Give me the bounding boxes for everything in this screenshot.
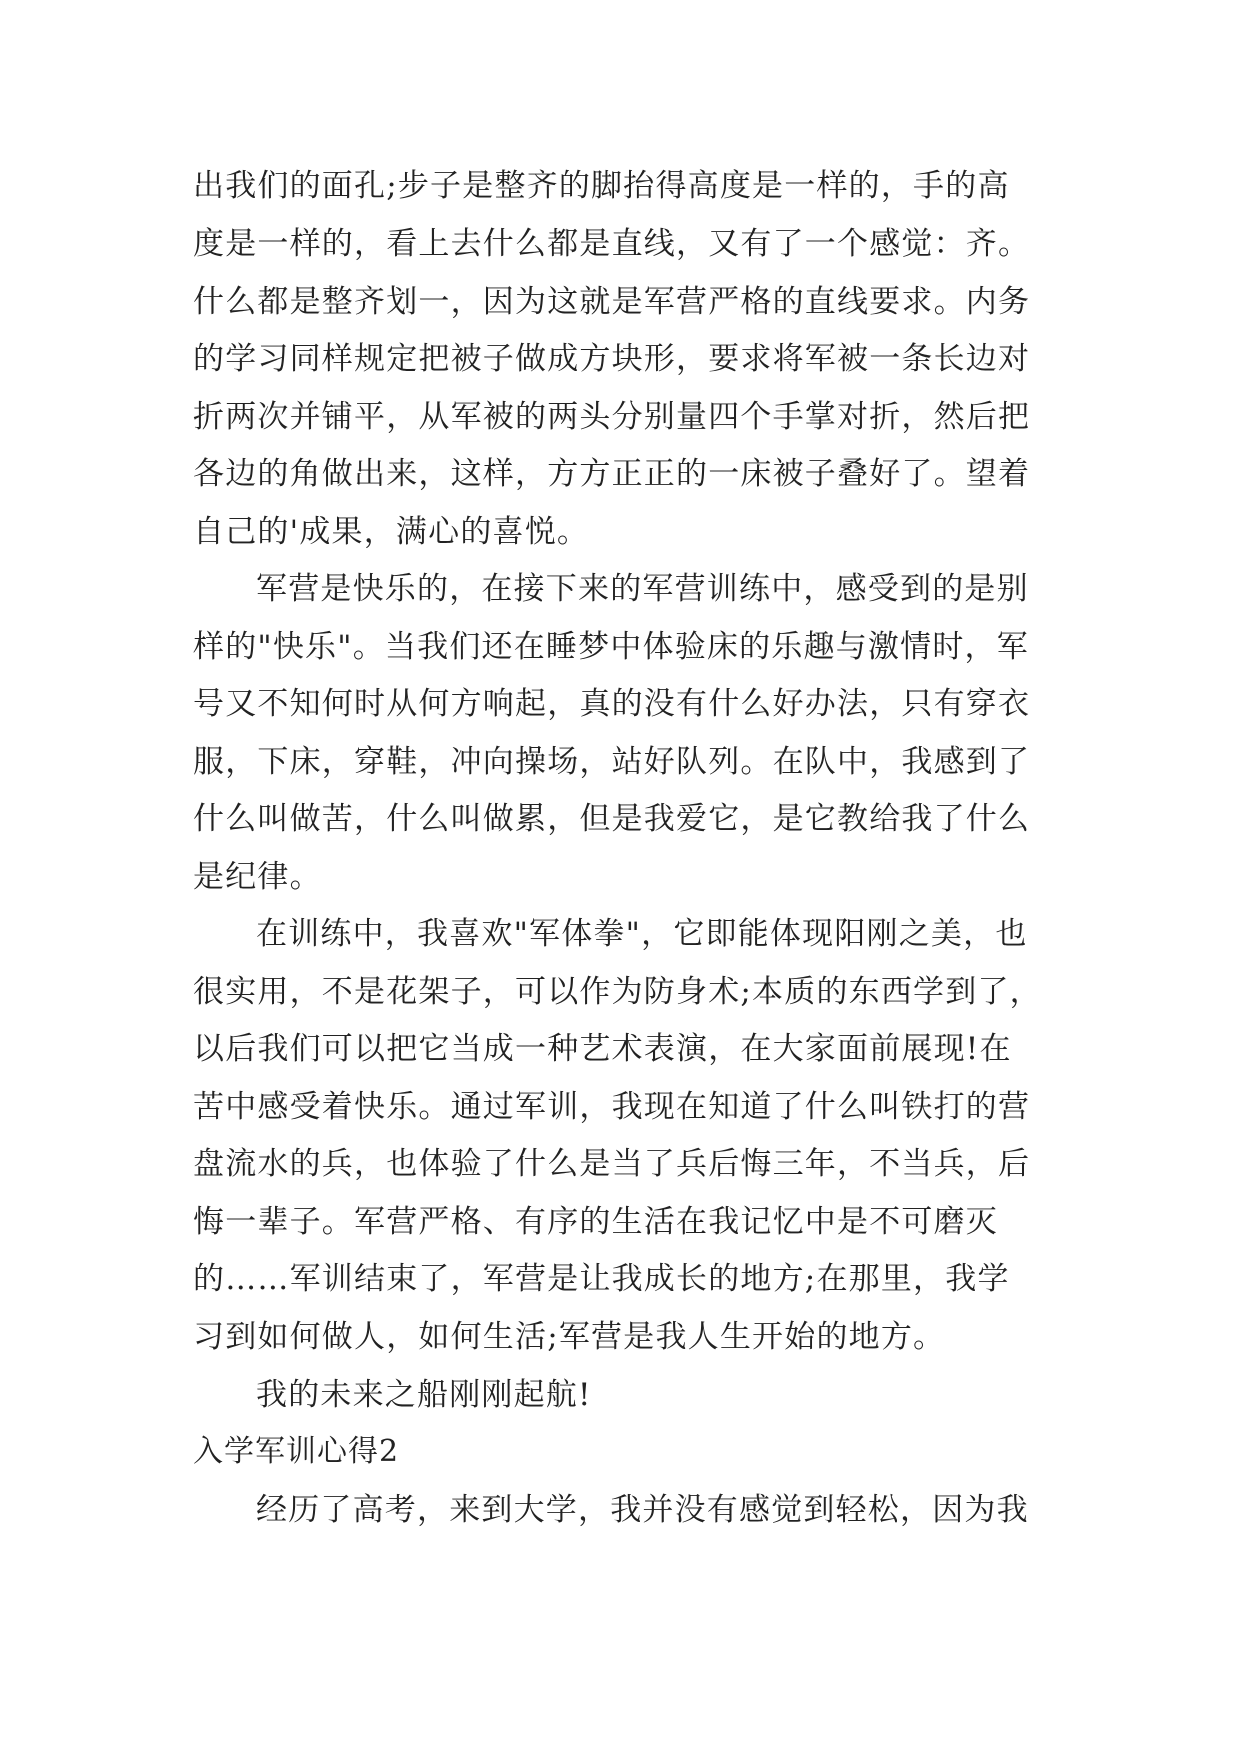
paragraph-first-line: 我的未来之船刚刚起航! bbox=[256, 1377, 592, 1413]
text-line: 以后我们可以把它当成一种艺术表演，在大家面前展现!在 bbox=[193, 1031, 1012, 1067]
section-heading: 入学军训心得2 bbox=[193, 1434, 400, 1469]
text-line: 出我们的面孔;步子是整齐的脚抬得高度是一样的，手的高 bbox=[193, 168, 1010, 204]
paragraph-first-line: 经历了高考，来到大学，我并没有感觉到轻松，因为我 bbox=[256, 1492, 1029, 1528]
text-line: 习到如何做人，如何生活;军营是我人生开始的地方。 bbox=[193, 1319, 946, 1355]
text-line: 什么叫做苦，什么叫做累，但是我爱它，是它教给我了什么 bbox=[193, 801, 1031, 837]
text-line: 样的"快乐"。当我们还在睡梦中体验床的乐趣与激情时，军 bbox=[193, 629, 1029, 665]
text-line: 自己的'成果，满心的喜悦。 bbox=[193, 514, 590, 550]
text-line: 度是一样的，看上去什么都是直线，又有了一个感觉：齐。 bbox=[193, 226, 1031, 262]
text-line: 是纪律。 bbox=[193, 859, 322, 895]
text-line: 各边的角做出来，这样，方方正正的一床被子叠好了。望着 bbox=[193, 456, 1031, 492]
text-line: 的学习同样规定把被子做成方块形，要求将军被一条长边对 bbox=[193, 341, 1031, 377]
text-line: 苦中感受着快乐。通过军训，我现在知道了什么叫铁打的营 bbox=[193, 1089, 1031, 1125]
text-line: 悔一辈子。军营严格、有序的生活在我记忆中是不可磨灭 bbox=[193, 1204, 998, 1240]
text-line: 折两次并铺平，从军被的两头分别量四个手掌对折，然后把 bbox=[193, 399, 1031, 435]
text-line: 什么都是整齐划一，因为这就是军营严格的直线要求。内务 bbox=[193, 284, 1031, 320]
text-line: 盘流水的兵，也体验了什么是当了兵后悔三年，不当兵，后 bbox=[193, 1146, 1031, 1182]
paragraph-first-line: 在训练中，我喜欢"军体拳"，它即能体现阳刚之美，也 bbox=[256, 916, 1028, 952]
text-line: 很实用，不是花架子，可以作为防身术;本质的东西学到了， bbox=[193, 974, 1042, 1010]
text-line: 服，下床，穿鞋，冲向操场，站好队列。在队中，我感到了 bbox=[193, 744, 1031, 780]
text-line: 的……军训结束了，军营是让我成长的地方;在那里，我学 bbox=[193, 1261, 1010, 1297]
text-line: 号又不知何时从何方响起，真的没有什么好办法，只有穿衣 bbox=[193, 686, 1031, 722]
paragraph-first-line: 军营是快乐的，在接下来的军营训练中，感受到的是别 bbox=[256, 571, 1029, 607]
